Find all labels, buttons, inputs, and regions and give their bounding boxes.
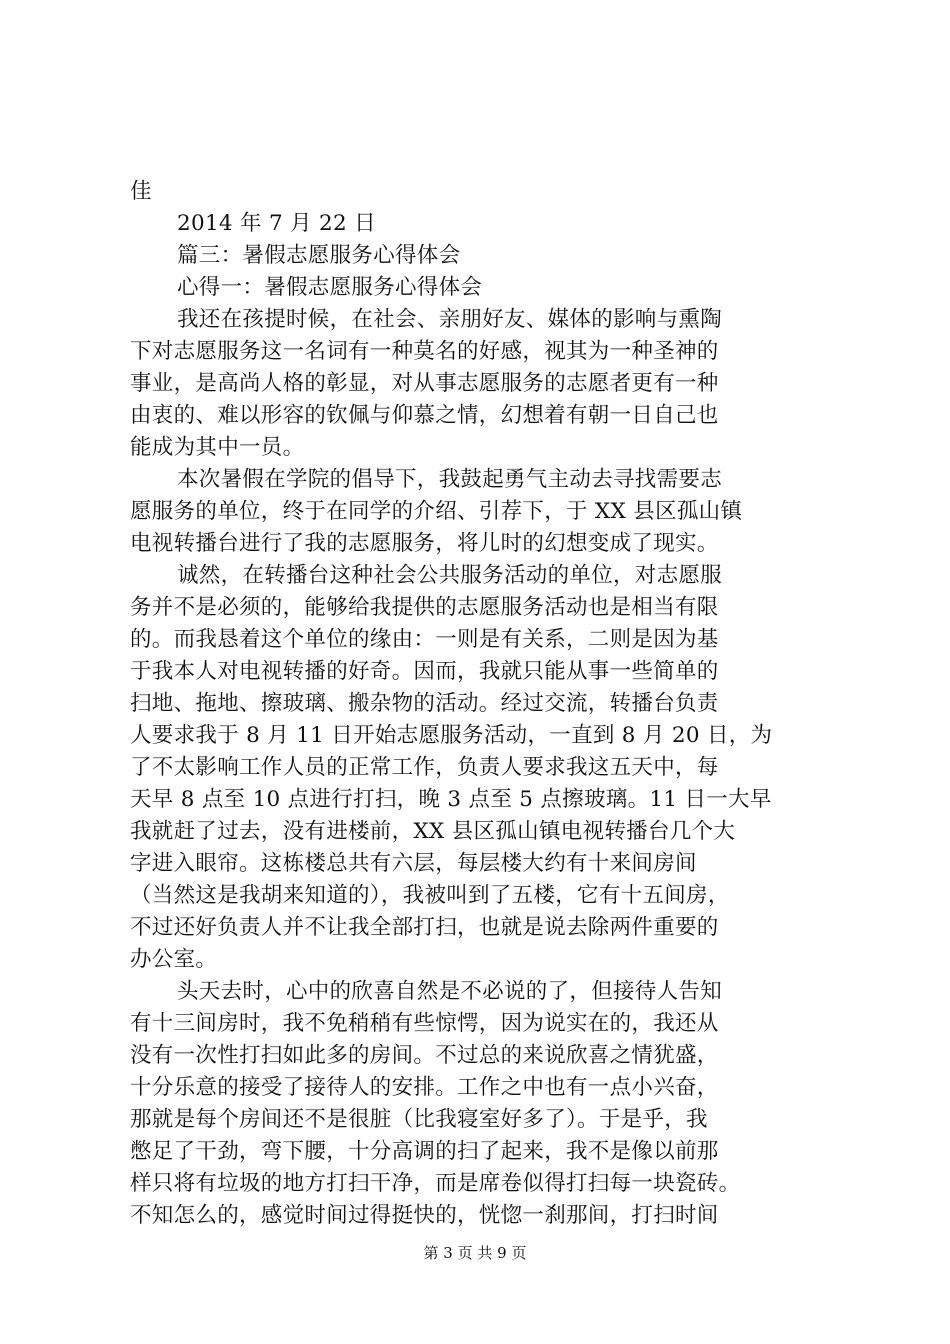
section-heading: 篇三：暑假志愿服务心得体会 xyxy=(177,243,461,268)
page-number-footer: 第 3 页 共 9 页 xyxy=(423,1244,527,1262)
document-body xyxy=(130,176,830,1232)
text-line: 没有一次性打扫如此多的房间。不过总的来说欣喜之情犹盛， xyxy=(130,1043,719,1068)
text-line: 字进入眼帘。这栋楼总共有六层，每层楼大约有十来间房间 xyxy=(130,851,697,876)
text-line: 诚然，在转播台这种社会公共服务活动的单位，对志愿服 xyxy=(177,563,723,588)
text-line: 我还在孩提时候，在社会、亲朋好友、媒体的影响与熏陶 xyxy=(177,307,723,332)
text-line: 扫地、拖地、擦玻璃、搬杂物的活动。经过交流，转播台负责 xyxy=(130,691,719,716)
text-line: 那就是每个房间还不是很脏（比我寝室好多了）。于是乎，我 xyxy=(130,1107,708,1132)
text-line: 电视转播台进行了我的志愿服务，将儿时的幻想变成了现实。 xyxy=(130,531,719,556)
text-line: 头天去时，心中的欣喜自然是不必说的了，但接待人告知 xyxy=(177,979,723,1004)
text-line: 不过还好负责人并不让我全部打扫，也就是说去除两件重要的 xyxy=(130,915,719,940)
text-line: 于我本人对电视转播的好奇。因而，我就只能从事一些简单的 xyxy=(130,659,719,684)
text-line: 由衷的、难以形容的钦佩与仰慕之情，幻想着有朝一日自己也 xyxy=(130,403,719,428)
date-line: 2014 年 7 月 22 日 xyxy=(177,211,376,236)
subsection-heading: 心得一：暑假志愿服务心得体会 xyxy=(177,275,483,300)
text-line: 愿服务的单位，终于在同学的介绍、引荐下，于 XX 县区孤山镇 xyxy=(130,499,743,524)
text-line: 样只将有垃圾的地方打扫干净，而是席卷似得打扫每一块瓷砖。 xyxy=(130,1171,741,1196)
text-line: 有十三间房时，我不免稍稍有些惊愕，因为说实在的，我还从 xyxy=(130,1011,719,1036)
text-line: 务并不是必须的，能够给我提供的志愿服务活动也是相当有限 xyxy=(130,595,719,620)
text-line: 能成为其中一员。 xyxy=(130,435,305,460)
text-line: 天早 8 点至 10 点进行打扫，晚 3 点至 5 点擦玻璃。11 日一大早 xyxy=(130,787,772,812)
text-line: 不知怎么的，感觉时间过得挺快的，恍惚一刹那间，打扫时间 xyxy=(130,1203,719,1228)
text-line: 憋足了干劲，弯下腰，十分高调的扫了起来，我不是像以前那 xyxy=(130,1139,719,1164)
text-line: 事业，是高尚人格的彰显，对从事志愿服务的志愿者更有一种 xyxy=(130,371,719,396)
text-line: 下对志愿服务这一名词有一种莫名的好感，视其为一种圣神的 xyxy=(130,339,719,364)
text-line: 了不太影响工作人员的正常工作，负责人要求我这五天中，每 xyxy=(130,755,719,780)
text-line: （当然这是我胡来知道的），我被叫到了五楼，它有十五间房， xyxy=(130,883,730,908)
text-line: 十分乐意的接受了接待人的安排。工作之中也有一点小兴奋， xyxy=(130,1075,719,1100)
text-line: 办公室。 xyxy=(130,947,218,972)
text-line: 人要求我于 8 月 11 日开始志愿服务活动，一直到 8 月 20 日，为 xyxy=(130,723,773,748)
text-line: 的。而我恳着这个单位的缘由：一则是有关系，二则是因为基 xyxy=(130,627,719,652)
text-line: 本次暑假在学院的倡导下，我鼓起勇气主动去寻找需要志 xyxy=(177,467,723,492)
text-line: 我就赶了过去，没有进楼前，XX 县区孤山镇电视转播台几个大 xyxy=(130,819,736,844)
text-line: 佳 xyxy=(130,179,152,204)
